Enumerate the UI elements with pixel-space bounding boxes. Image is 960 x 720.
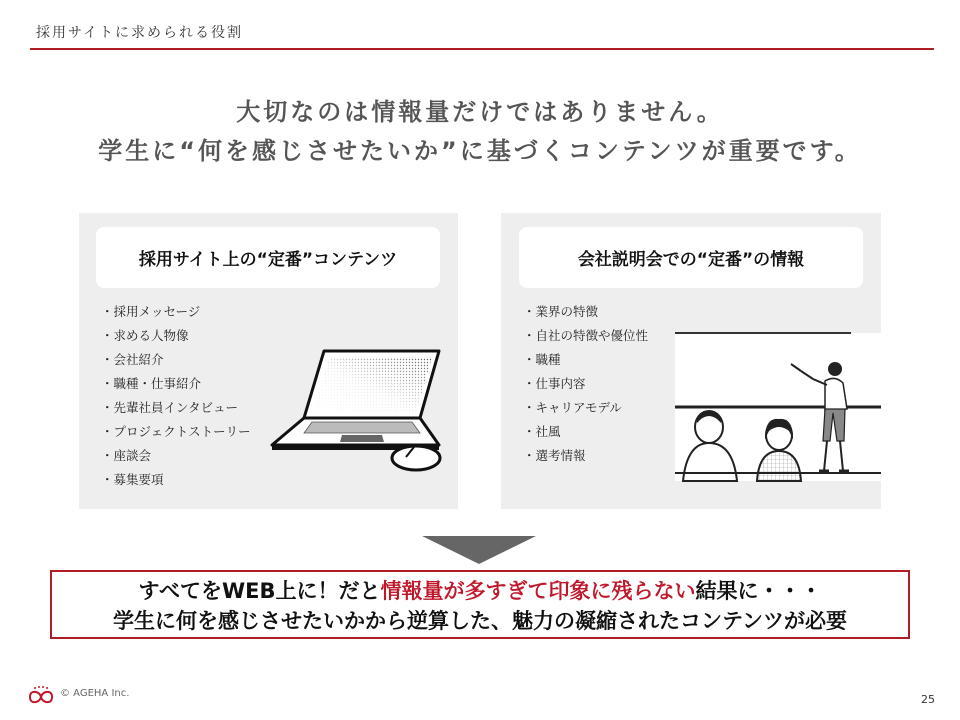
recruit-site-content-list: [101, 300, 251, 492]
list-item: ・ 求める人物像: [101, 324, 251, 348]
headline-line-2: 学生に“何を感じさせたいか”に基づくコンテンツが重要です。: [98, 137, 862, 165]
headline-line-1: 大切なのは情報量だけではありません。: [236, 98, 724, 126]
conclusion-highlight: 情報量が多すぎて印象に残らない: [380, 579, 696, 603]
list-item: ・ 募集要項: [101, 468, 251, 492]
list-item: ・ 業界の特徴: [523, 300, 648, 324]
conclusion-text: 結果に・・・: [695, 579, 822, 603]
list-item: ・ 会社紹介: [101, 348, 251, 372]
laptop-illustration: [264, 343, 449, 478]
list-item: ・ 職種・仕事紹介: [101, 372, 251, 396]
list-item: ・ 座談会: [101, 444, 251, 468]
ageha-logo-icon: [27, 685, 55, 705]
slide-section-title: 採用サイトに求められる役割: [36, 25, 244, 41]
list-item: ・ 職種: [523, 348, 648, 372]
list-item: ・ 自社の特徴や優位性: [523, 324, 648, 348]
list-item: ・ 先輩社員インタビュー: [101, 396, 251, 420]
down-arrow-icon: [422, 536, 536, 564]
list-item: ・ 選考情報: [523, 444, 648, 468]
briefing-panel-title: 会社説明会での“定番”の情報: [519, 227, 863, 288]
list-item: ・ 採用メッセージ: [101, 300, 251, 324]
conclusion-line-1: [52, 576, 908, 606]
recruit-site-panel-title: 採用サイト上の“定番”コンテンツ: [96, 227, 440, 288]
conclusion-line-2: 学生に何を感じさせたいかから逆算した、魅力の凝縮されたコンテンツが必要: [113, 609, 847, 633]
copyright-text: © AGEHA Inc.: [60, 688, 130, 699]
list-item: ・ 仕事内容: [523, 372, 648, 396]
header-divider: [30, 48, 934, 50]
company-briefing-panel: [501, 213, 881, 509]
conclusion-box: [50, 570, 910, 639]
recruit-site-contents-panel: [79, 213, 458, 509]
list-item: ・ キャリアモデル: [523, 396, 648, 420]
page-number: 25: [921, 693, 935, 706]
conclusion-text: すべてをWEB上に！だと: [138, 579, 381, 603]
list-item: ・ プロジェクトストーリー: [101, 420, 251, 444]
list-item: ・ 社風: [523, 420, 648, 444]
briefing-info-list: [523, 300, 648, 468]
presentation-illustration: [675, 331, 881, 483]
